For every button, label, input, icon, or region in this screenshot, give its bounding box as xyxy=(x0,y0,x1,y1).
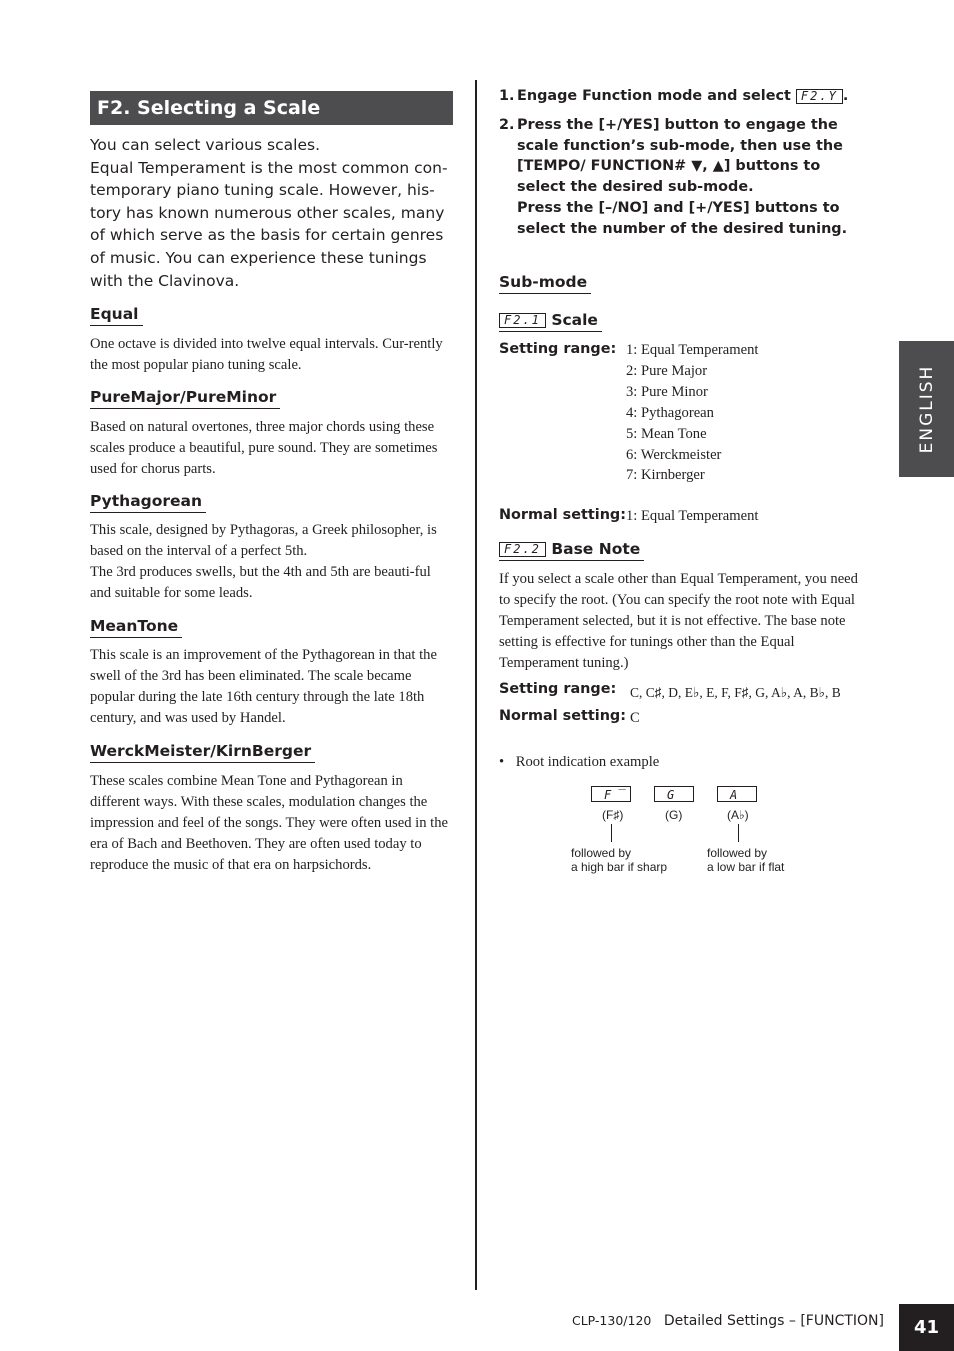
column-divider xyxy=(475,80,477,1290)
step-2-text: Press the [+/YES] button to engage the scale function’s sub-mode, then use the [TEMPO/ FUNCTION# ▼, ▲] buttons to select the desired sub-mode. xyxy=(517,116,843,196)
werckmeister-heading: WerckMeister/KirnBerger xyxy=(90,742,315,763)
note-sharp-line-2: a high bar if sharp xyxy=(571,860,668,874)
basenote-heading xyxy=(499,540,644,561)
footer-section: Detailed Settings – [FUNCTION] xyxy=(663,1313,884,1329)
step-2-number: 2. xyxy=(499,116,515,133)
steps-list xyxy=(499,86,869,248)
intro-text xyxy=(90,134,455,292)
step-2-text-2: Press the [–/NO] and [+/YES] buttons to select the number of the desired tuning. xyxy=(517,199,848,237)
scale-option: 1: Equal Temperament xyxy=(626,342,759,358)
scale-heading xyxy=(499,311,602,332)
scale-option: 2: Pure Major xyxy=(626,362,708,379)
pythagorean-paragraph-2: The 3rd produces swells, but the 4th and 5th are beauti-ful and suitable for some leads. xyxy=(90,563,431,601)
equal-paragraph: One octave is divided into twelve equal intervals. Cur-rently the most popular piano tuning scale. xyxy=(90,336,443,373)
root-example-text: Root indication example xyxy=(515,754,660,770)
step-1 xyxy=(499,86,869,107)
basenote-description: If you select a scale other than Equal Temperament, you need to specify the root. (You can specify the root note with Equal Temperament selected, but it is not effective. The base note setting is effective for tunings other than the Equal Temperament tuning.) xyxy=(499,571,858,671)
scale-normal-label: Normal setting: xyxy=(499,507,626,523)
scale-submode xyxy=(499,311,602,332)
language-tab xyxy=(899,341,954,477)
submode-heading: Sub-mode xyxy=(499,273,591,294)
pythagorean-section xyxy=(90,492,455,604)
bullet: • xyxy=(499,754,505,770)
pythagorean-heading: Pythagorean xyxy=(90,492,206,513)
meantone-heading: MeanTone xyxy=(90,617,182,638)
scale-option: 6: Werckmeister xyxy=(626,446,722,463)
step-1-number: 1. xyxy=(499,88,515,104)
caption-f-sharp: (F♯) xyxy=(602,808,624,822)
meantone-text xyxy=(90,645,455,729)
scale-normal-value: 1: Equal Temperament xyxy=(626,508,759,524)
caption-a-flat: (A♭) xyxy=(727,808,749,822)
page-number: 41 xyxy=(899,1304,954,1351)
step-2 xyxy=(499,115,869,240)
footer-model: CLP-130/120 xyxy=(571,1313,652,1328)
scale-option: 5: Mean Tone xyxy=(626,425,707,442)
note-sharp-line-1: followed by xyxy=(571,846,632,860)
pythagorean-text xyxy=(90,520,455,604)
werckmeister-text xyxy=(90,771,455,876)
caption-g: (G) xyxy=(665,808,683,822)
puremajor-text xyxy=(90,417,455,480)
meantone-paragraph: This scale is an improvement of the Pythagorean in that the swell of the 3rd has been eliminated. The scale became popular during the late 16th century through the late 18th century, and was used by Handel. xyxy=(90,647,437,726)
step-1-text: Engage Function mode and select xyxy=(517,88,791,104)
scale-option: 3: Pure Minor xyxy=(626,383,708,400)
puremajor-heading: PureMajor/PureMinor xyxy=(90,388,280,409)
pythagorean-paragraph-1: This scale, designed by Pythagoras, a Greek philosopher, is based on the interval of a perfect 5th. xyxy=(90,522,437,559)
step-1-period: . xyxy=(842,88,849,104)
note-flat-line-1: followed by xyxy=(707,846,768,860)
scale-option: 7: Kirnberger xyxy=(626,467,705,484)
puremajor-paragraph: Based on natural overtones, three major chords using these scales produce a beautiful, pure sound. They are sometimes used for chorus parts. xyxy=(90,419,438,477)
equal-section xyxy=(90,305,455,376)
lcd-display-f21: F2.1 xyxy=(499,313,546,328)
basenote-submode xyxy=(499,540,644,561)
lcd-display-f24: F2.Y xyxy=(796,89,843,104)
scale-range-label: Setting range: xyxy=(499,341,617,357)
leader-line-flat xyxy=(738,824,739,842)
leader-line-sharp xyxy=(611,824,612,842)
basenote-title: Base Note xyxy=(551,540,641,558)
equal-text xyxy=(90,334,455,376)
section-title: F2. Selecting a Scale xyxy=(90,91,453,125)
basenote-range-label: Setting range: xyxy=(499,681,617,697)
scale-option: 4: Pythagorean xyxy=(626,404,714,421)
lcd-display-a-flat: A _ xyxy=(717,786,757,802)
language-tab-label: ENGLISH xyxy=(916,364,937,454)
equal-heading: Equal xyxy=(90,305,143,326)
scale-options-list xyxy=(626,340,758,486)
lcd-display-f-sharp: F ‾ xyxy=(591,786,631,802)
puremajor-section xyxy=(90,388,455,480)
intro-line-1: You can select various scales. xyxy=(90,136,320,154)
lcd-display-f22: F2.2 xyxy=(499,542,546,557)
lcd-display-g: G xyxy=(654,786,694,802)
werckmeister-section xyxy=(90,742,455,876)
basenote-range-value: C, C♯, D, E♭, E, F, F♯, G, A♭, A, B♭, B xyxy=(630,685,841,700)
note-flat-line-2: a low bar if flat xyxy=(707,860,785,874)
werckmeister-paragraph: These scales combine Mean Tone and Pythagorean in different ways. With these scales, modulation changes the impression and feel of the songs. They were often used in the era of Bach and Beethoven. They are often used today to reproduce the music of that era on harpsichords. xyxy=(90,773,448,873)
intro-paragraph: Equal Temperament is the most common con-temporary piano tuning scale. However, his-tory has known numerous other scales, many of which serve as the basis for certain genres of music. You can experience these tunings with the Clavinova. xyxy=(90,158,448,290)
basenote-normal-label: Normal setting: xyxy=(499,708,626,724)
meantone-section xyxy=(90,617,455,729)
scale-title: Scale xyxy=(551,311,598,329)
submode-section xyxy=(499,273,591,294)
page-footer xyxy=(572,1313,884,1329)
basenote-normal-value: C xyxy=(630,710,640,726)
root-example-label xyxy=(499,752,659,773)
